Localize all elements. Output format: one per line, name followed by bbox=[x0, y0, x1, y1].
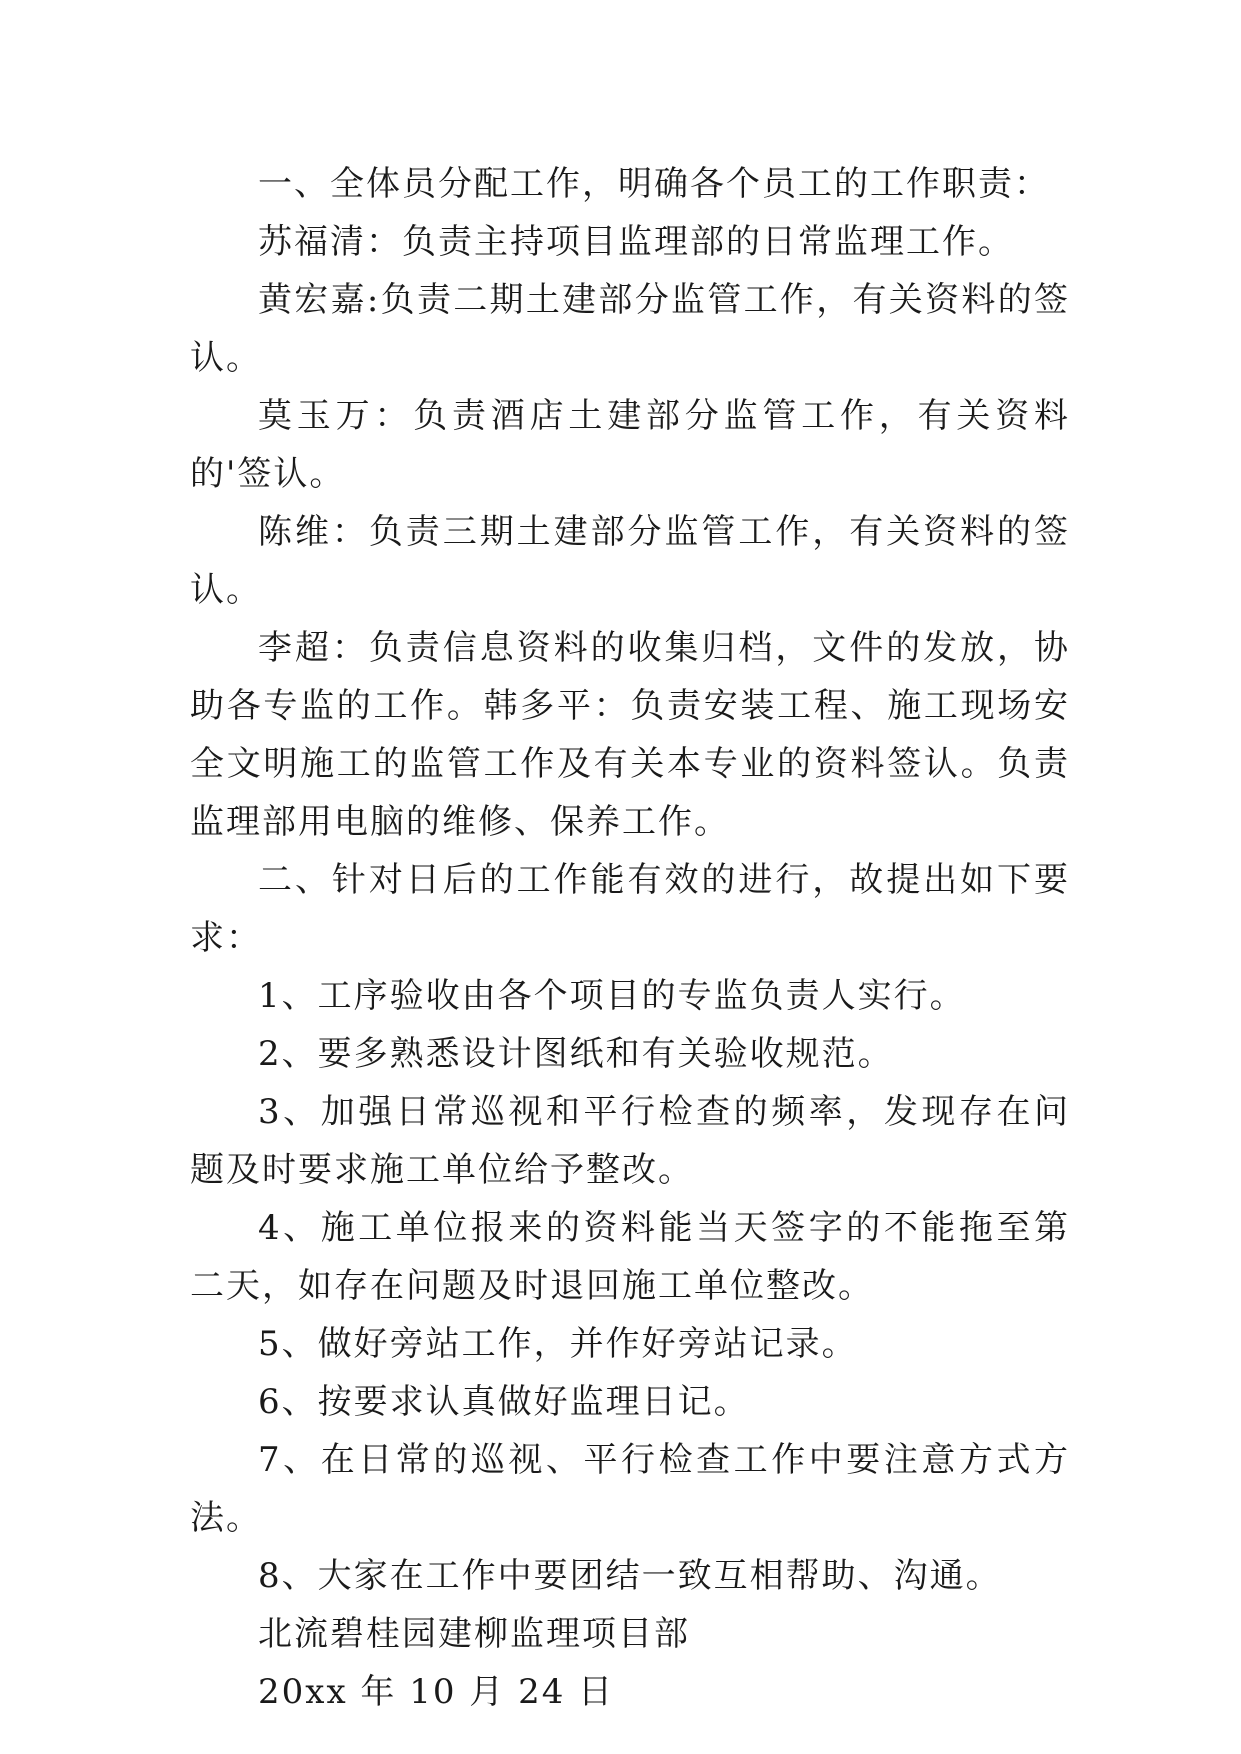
requirement-item-4: 4、施工单位报来的资料能当天签字的不能拖至第二天，如存在问题及时退回施工单位整改。 bbox=[190, 1208, 1070, 1306]
section-heading-requirements: 二、针对日后的工作能有效的进行，故提出如下要求： bbox=[190, 860, 1070, 958]
requirement-item-6: 6、按要求认真做好监理日记。 bbox=[258, 1382, 750, 1422]
duty-paragraph-li-han: 李超：负责信息资料的收集归档，文件的发放，协助各专监的工作。韩多平：负责安装工程、施工现场安全文明施工的监管工作及有关本专业的资料签认。负责监理部用电脑的维修、保养工作。 bbox=[190, 628, 1070, 842]
requirement-item-5: 5、做好旁站工作，并作好旁站记录。 bbox=[258, 1324, 858, 1364]
duty-paragraph-chen: 陈维：负责三期土建部分监管工作，有关资料的签认。 bbox=[190, 512, 1070, 610]
section-heading-duties: 一、全体员分配工作，明确各个员工的工作职责： bbox=[258, 164, 1050, 204]
requirement-item-1: 1、工序验收由各个项目的专监负责人实行。 bbox=[258, 976, 966, 1016]
signature-date: 20xx 年 10 月 24 日 bbox=[258, 1672, 615, 1712]
signature-organization: 北流碧桂园建柳监理项目部 bbox=[258, 1614, 690, 1654]
requirement-item-7: 7、在日常的巡视、平行检查工作中要注意方式方法。 bbox=[190, 1440, 1070, 1538]
requirement-item-2: 2、要多熟悉设计图纸和有关验收规范。 bbox=[258, 1034, 894, 1074]
requirement-item-3: 3、加强日常巡视和平行检查的频率，发现存在问题及时要求施工单位给予整改。 bbox=[190, 1092, 1070, 1190]
duty-paragraph-su: 苏福清：负责主持项目监理部的日常监理工作。 bbox=[258, 222, 1014, 262]
requirement-item-8: 8、大家在工作中要团结一致互相帮助、沟通。 bbox=[258, 1556, 1002, 1596]
duty-paragraph-huang: 黄宏嘉:负责二期土建部分监管工作，有关资料的签认。 bbox=[190, 280, 1070, 378]
duty-paragraph-mo: 莫玉万：负责酒店土建部分监管工作，有关资料的'签认。 bbox=[190, 396, 1070, 494]
document-body bbox=[190, 155, 1070, 1721]
